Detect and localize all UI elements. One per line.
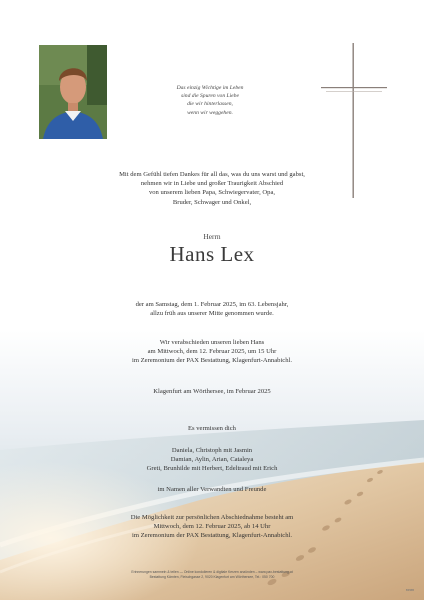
farewell-line: im Zeremonium der PAX Bestattung, Klagenfurt-Annabichl. xyxy=(132,357,292,365)
intro-line: Bruder, Schwager und Onkel, xyxy=(172,198,252,206)
quote-line: wenn wir weggehen. xyxy=(187,109,233,116)
death-line: allzu früh aus unserer Mitte genommen wurde. xyxy=(150,310,274,318)
family-line: Damian, Aylin, Arian, Cataleya xyxy=(170,456,254,464)
intro-line: nehmen wir in Liebe und großer Traurigkeit Abschied xyxy=(140,180,284,188)
viewing-notice xyxy=(20,513,404,541)
quote-line: die wir hinterlassen, xyxy=(187,101,233,108)
relatives-line: im Namen aller Verwandten und Freunde xyxy=(157,486,267,493)
place-date: Klagenfurt am Wörthersee, im Februar 2025 xyxy=(153,388,271,395)
family-line: Daniela, Christoph mit Jasmin xyxy=(171,447,253,454)
quote-line: sind die Spuren von Liebe xyxy=(181,93,239,100)
viewing-line: Mittwoch, dem 12. Februar 2025, ab 14 Uhr xyxy=(153,523,271,531)
footer-line: Bestattung Kärnten, Fleischgasse 2, 9020 Klagenfurt am Wörthersee, Tel.: 050 700 xyxy=(149,574,275,579)
honorific: Herrn xyxy=(203,232,221,241)
miss-heading: Es vermissen dich xyxy=(188,425,236,432)
farewell-line: am Mittwoch, dem 12. Februar 2025, um 15 Uhr xyxy=(147,348,277,356)
portrait-photo xyxy=(39,45,107,139)
viewing-line: im Zeremonium der PAX Bestattung, Klagenfurt-Annabichl. xyxy=(132,532,292,540)
death-notice xyxy=(20,300,404,318)
farewell-line: Wir verabschieden unseren lieben Hans xyxy=(159,339,265,346)
farewell-notice xyxy=(20,338,404,366)
viewing-line: Die Möglichkeit zur persönlichen Abschiednahme besteht am xyxy=(130,514,294,521)
memorial-quote xyxy=(130,84,290,117)
deceased-name: Hans Lex xyxy=(169,242,255,266)
intro-text xyxy=(20,170,404,207)
footer-info xyxy=(0,570,424,579)
intro-line: Mit dem Gefühl tiefen Dankes für all das, was du uns warst und gabst, xyxy=(119,171,305,178)
death-line: der am Samstag, dem 1. Februar 2025, im 63. Lebensjahr, xyxy=(135,301,289,308)
footer-line: Erinnerungen sammeln & teilen — Online kondolieren & digitale Kerzen anzünden – www.pax-bestattung.at xyxy=(131,570,293,574)
family-list xyxy=(20,446,404,474)
family-line: Greti, Brunhilde mit Herbert, Edeltraud mit Erich xyxy=(146,465,278,473)
intro-line: von unserem lieben Papa, Schwiegervater, Opa, xyxy=(148,189,276,197)
corner-mark: ʙᴘᴍʙ xyxy=(405,588,414,592)
quote-line: Das einzig Wichtige im Leben xyxy=(176,85,244,91)
